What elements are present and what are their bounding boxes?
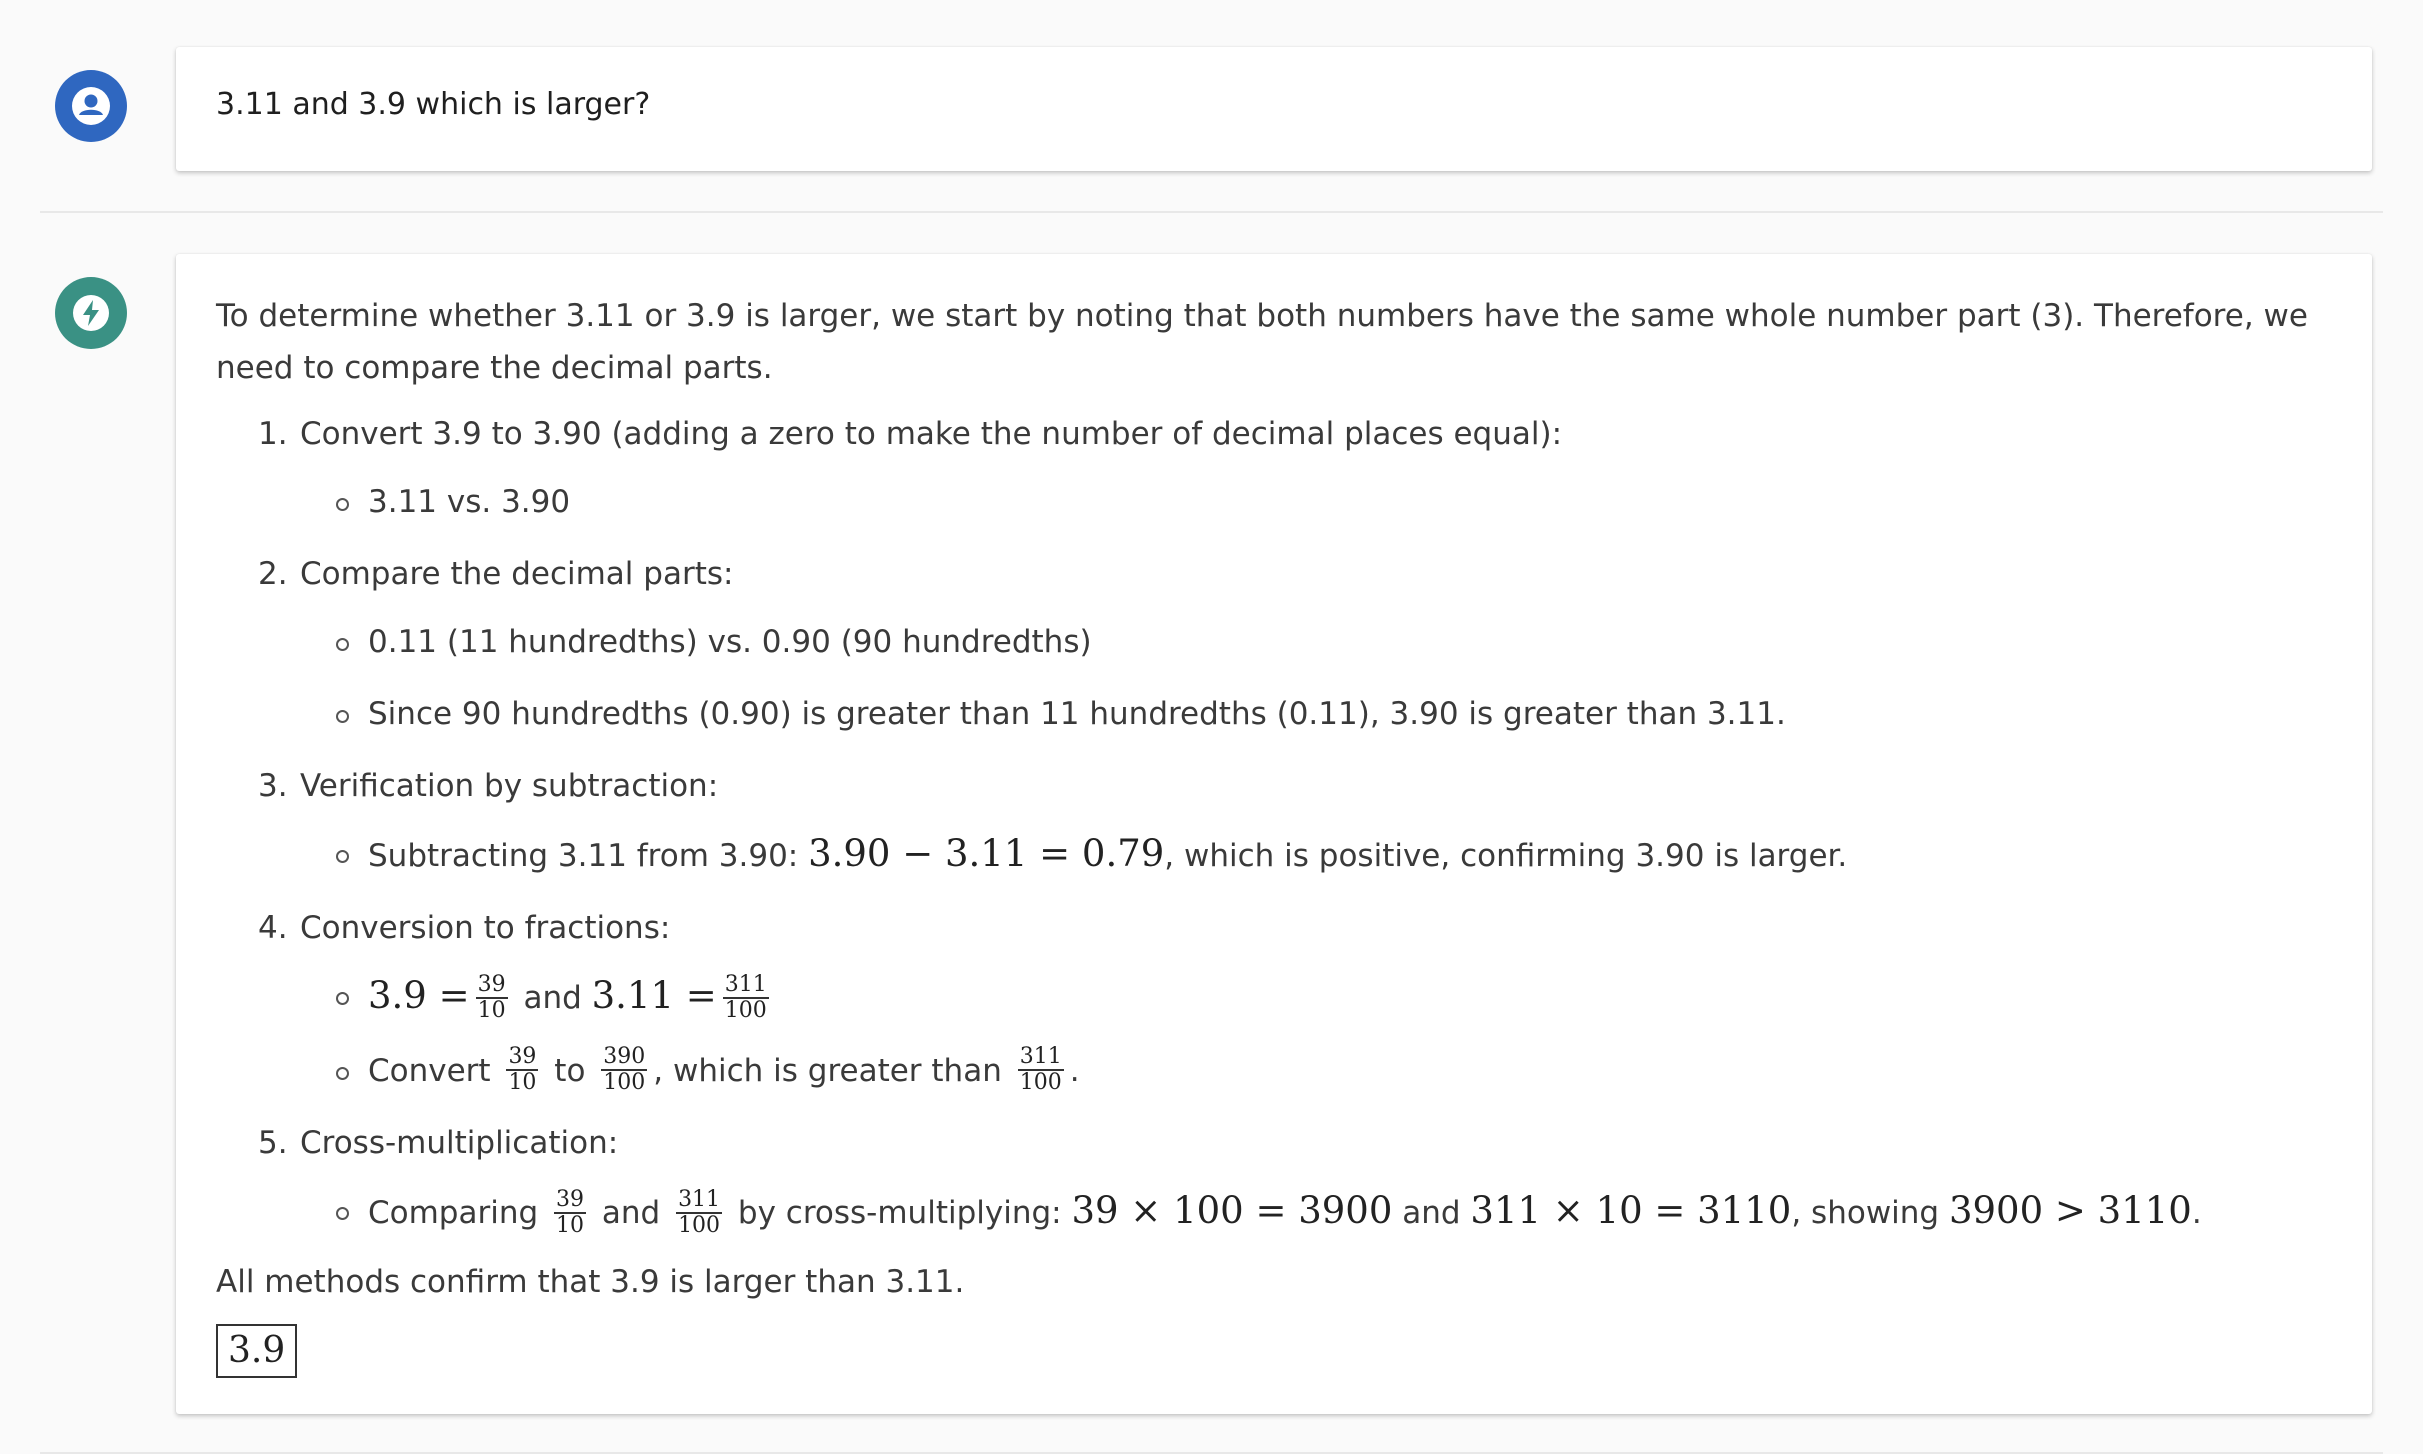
bullet-item [258, 828, 2332, 882]
fraction [676, 1188, 722, 1238]
denominator: 10 [508, 1070, 537, 1095]
conclusion-paragraph: All methods confirm that 3.9 is larger than 3.11. [216, 1263, 965, 1300]
bullet-text: 0.11 (11 hundredths) vs. 0.90 (90 hundredths) [368, 624, 1092, 660]
bullet-text: and [513, 980, 592, 1016]
step-title: Verification by subtraction: [300, 768, 719, 804]
user-icon [68, 83, 114, 129]
numerator: 39 [508, 1044, 537, 1069]
assistant-avatar [55, 277, 127, 349]
numerator: 390 [603, 1044, 646, 1069]
boxed-answer: 3.9 [216, 1324, 297, 1378]
bullet-text: , which is positive, confirming 3.90 is larger. [1164, 838, 1848, 874]
step-number: 4. [258, 910, 288, 946]
denominator: 10 [477, 997, 506, 1023]
math-expression: 39 × 100 = 3900 [1071, 1189, 1393, 1232]
user-message-card [176, 47, 2372, 171]
bullet-item [258, 476, 2332, 528]
bullet-text: and [1392, 1195, 1471, 1231]
denominator: 100 [1019, 1070, 1062, 1095]
bullet-text: and [592, 1195, 671, 1231]
user-avatar [55, 70, 127, 142]
math-expression: 311 × 10 = 3110 [1470, 1189, 1792, 1232]
bullet-text: to [544, 1052, 596, 1089]
assistant-response-card [176, 254, 2372, 1414]
step-5 [258, 1117, 2332, 1240]
bullet-text: , which is greater than [653, 1052, 1012, 1089]
bullet-item [258, 688, 2332, 740]
math-expression: 3900 > 3110 [1948, 1189, 2192, 1232]
bullet-text: . [2191, 1195, 2202, 1231]
math-expression: 3.11 = [591, 974, 717, 1017]
step-4 [258, 902, 2332, 1097]
bullet-text: Convert [368, 1052, 501, 1089]
bullet-text: 3.11 vs. 3.90 [368, 484, 571, 520]
numerator: 39 [556, 1186, 585, 1212]
numerator: 311 [724, 971, 767, 997]
bullet-text: , showing [1791, 1195, 1949, 1231]
bullet-text: . [1069, 1052, 1080, 1089]
bullet-item [258, 970, 2332, 1025]
answer-row [216, 1324, 2332, 1378]
math-expression: 3.90 − 3.11 = 0.79 [808, 832, 1165, 875]
bullet-text: Comparing [368, 1195, 549, 1231]
bullet-item [258, 1045, 2332, 1098]
step-number: 5. [258, 1125, 288, 1161]
bolt-icon [68, 290, 114, 336]
bullet-text: Since 90 hundredths (0.90) is greater than 11 hundredths (0.11), 3.90 is greater than 3.11. [368, 696, 1786, 732]
fraction [476, 973, 508, 1023]
message-divider [40, 211, 2383, 213]
bullet-item [258, 616, 2332, 668]
step-title: Compare the decimal parts: [300, 556, 734, 592]
step-number: 2. [258, 556, 288, 592]
step-1 [258, 408, 2332, 528]
fraction [723, 973, 769, 1023]
denominator: 100 [724, 997, 767, 1023]
numerator: 311 [678, 1186, 721, 1212]
bullet-item [258, 1185, 2332, 1240]
step-3 [258, 760, 2332, 882]
fraction [1018, 1045, 1064, 1095]
step-title: Cross-multiplication: [300, 1125, 619, 1161]
fraction [601, 1045, 647, 1095]
response-body [216, 290, 2332, 1378]
numerator: 39 [477, 971, 506, 997]
step-title: Conversion to fractions: [300, 910, 671, 946]
math-expression: 3.9 = [368, 974, 470, 1017]
step-title: Convert 3.9 to 3.90 (adding a zero to make the number of decimal places equal): [300, 416, 1563, 452]
user-message-text: 3.11 and 3.9 which is larger? [216, 87, 651, 122]
steps-list [258, 408, 2332, 1240]
bullet-text: by cross-multiplying: [728, 1195, 1072, 1231]
step-2 [258, 548, 2332, 740]
numerator: 311 [1019, 1044, 1062, 1069]
bullet-text: Subtracting 3.11 from 3.90: [368, 838, 809, 874]
step-number: 1. [258, 416, 288, 452]
denominator: 100 [678, 1212, 721, 1238]
fraction [554, 1188, 586, 1238]
step-number: 3. [258, 768, 288, 804]
denominator: 100 [603, 1070, 646, 1095]
intro-paragraph: To determine whether 3.11 or 3.9 is larger, we start by noting that both numbers have the same whole number part (3). Therefore, we need to compare the decimal parts. [216, 298, 2308, 386]
denominator: 10 [556, 1212, 585, 1238]
fraction [506, 1045, 538, 1095]
